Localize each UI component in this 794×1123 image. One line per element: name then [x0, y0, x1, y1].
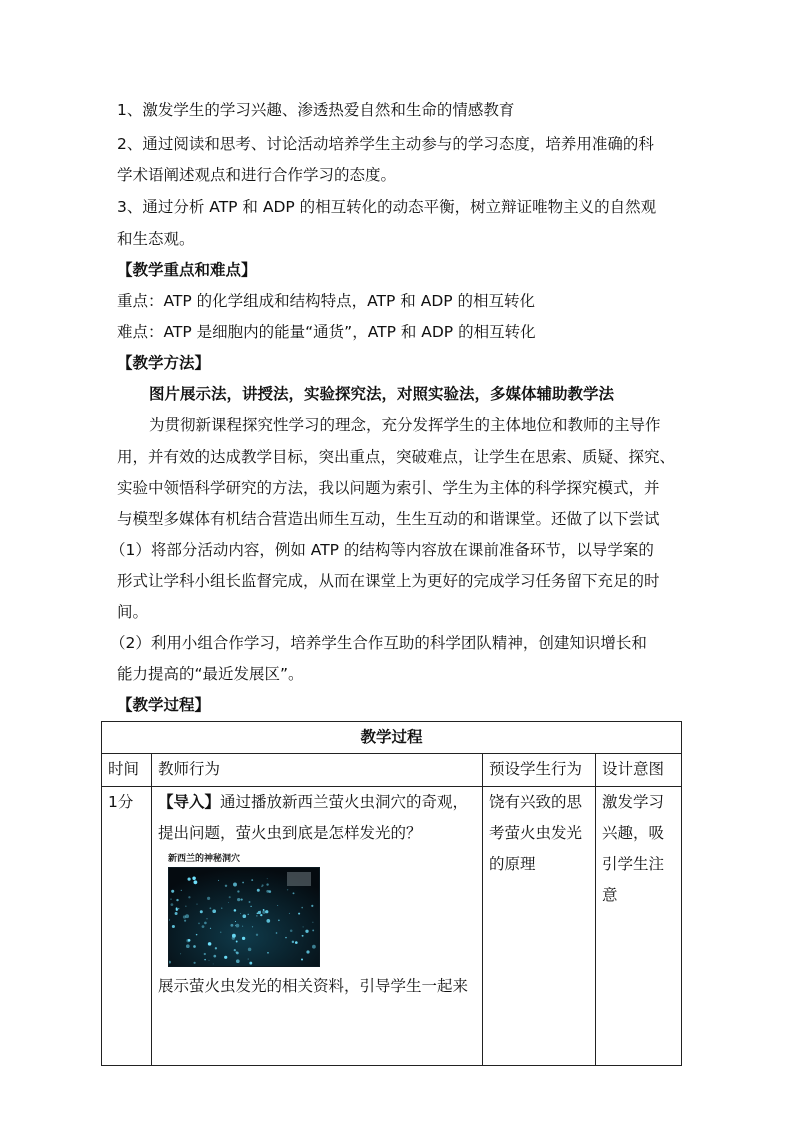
- glow-dot: [184, 920, 186, 922]
- glow-dot: [301, 958, 303, 960]
- glow-dot: [220, 932, 221, 933]
- glow-dot: [261, 886, 262, 887]
- student-line-2: 考萤火虫发光: [489, 824, 583, 842]
- glow-dot: [176, 899, 178, 901]
- methods-heading: 【教学方法】: [117, 354, 211, 372]
- glow-dot: [213, 955, 216, 958]
- student-line-3: 的原理: [489, 855, 536, 873]
- glow-dot: [260, 910, 261, 911]
- glow-dot: [262, 910, 266, 914]
- glow-dot: [293, 892, 295, 894]
- glow-dot: [206, 918, 207, 919]
- glow-dot: [202, 925, 205, 928]
- glow-dot: [181, 890, 182, 891]
- glow-dot: [292, 941, 294, 943]
- glow-dot: [171, 890, 174, 893]
- glow-dot: [257, 889, 260, 892]
- glow-dot: [218, 880, 219, 881]
- glow-dot: [250, 906, 251, 907]
- glow-dot: [249, 901, 251, 903]
- glow-dot: [183, 915, 186, 918]
- glow-dot: [209, 907, 211, 909]
- glow-dot: [204, 922, 207, 925]
- glowworm-lights: [169, 868, 319, 966]
- glow-dot: [210, 928, 211, 929]
- cave-photo: [168, 853, 318, 967]
- glow-dot: [171, 903, 174, 906]
- glow-dot: [266, 883, 268, 885]
- methods-paragraph-line-3: 实验中领悟科学研究的方法，我以问题为索引、学生为主体的科学探究模式，并: [117, 479, 660, 497]
- glow-dot: [225, 885, 227, 887]
- process-heading: 【教学过程】: [117, 696, 211, 714]
- glow-dot: [185, 906, 186, 907]
- glow-dot: [235, 951, 237, 953]
- glow-dot: [192, 877, 196, 881]
- teacher-text-1: 通过播放新西兰萤火虫洞穴的奇观，: [220, 793, 469, 811]
- intent-line-4: 意: [602, 886, 618, 904]
- glow-dot: [298, 913, 300, 915]
- row-design-intent: [596, 787, 682, 1066]
- intent-line-2: 兴趣，吸: [602, 824, 665, 842]
- intent-line-3: 引学生注: [602, 855, 665, 873]
- goal-line-2b: 学术语阐述观点和进行合作学习的态度。: [117, 166, 397, 184]
- glow-dot: [242, 882, 244, 884]
- glow-dot: [285, 937, 286, 938]
- glow-dot: [312, 929, 314, 931]
- intro-tag: 【导入】: [158, 793, 221, 811]
- methods-item-2a: （2）利用小组合作学习，培养学生合作互助的科学团队精神，创建知识增长和: [110, 634, 647, 652]
- table-row: [102, 787, 682, 1066]
- glow-dot: [260, 914, 262, 916]
- glow-dot: [198, 923, 200, 925]
- glowworm-cave-image: [168, 867, 320, 967]
- intent-line-1: 激发学习: [602, 793, 665, 811]
- glow-dot: [306, 950, 309, 953]
- methods-summary: 图片展示法，讲授法，实验探究法，对照实验法，多媒体辅助教学法: [149, 385, 615, 403]
- glow-dot: [194, 881, 195, 882]
- glow-dot: [176, 907, 178, 909]
- glow-dot: [229, 896, 231, 898]
- glow-dot: [305, 930, 308, 933]
- glow-dot: [256, 934, 258, 936]
- methods-paragraph-line-2: 用，并有效的达成教学目标，突出重点，突破难点，让学生在思索、质疑、探究、: [117, 448, 676, 466]
- glow-dot: [242, 937, 245, 940]
- glow-dot: [234, 909, 237, 912]
- glow-dot: [172, 925, 175, 928]
- glow-dot: [237, 898, 240, 901]
- glow-dot: [200, 910, 203, 913]
- glow-dot: [233, 883, 237, 887]
- glow-dot: [290, 930, 293, 933]
- glow-dot: [175, 912, 178, 915]
- methods-item-1a: （1）将部分活动内容，例如 ATP 的结构等内容放在课前准备环节，以导学案的: [110, 541, 654, 559]
- column-header-teacher: 教师行为: [152, 754, 483, 787]
- glow-dot: [235, 921, 236, 922]
- glow-dot: [266, 890, 269, 893]
- glow-dot: [193, 962, 195, 964]
- glow-dot: [287, 889, 288, 890]
- methods-paragraph-line-1: 为贯彻新课程探究性学习的理念，充分发挥学生的主体地位和教师的主导作: [149, 416, 661, 434]
- glow-dot: [267, 878, 268, 879]
- glow-dot: [248, 959, 249, 960]
- methods-item-1b: 形式让学科小组长监督完成，从而在课堂上为更好的完成学习任务留下充足的时: [117, 572, 660, 590]
- glow-dot: [301, 907, 303, 909]
- glow-dot: [197, 904, 198, 905]
- row-student-behavior: [483, 787, 596, 1066]
- glow-dot: [311, 905, 313, 907]
- column-header-time: 时间: [102, 754, 152, 787]
- glow-dot: [208, 942, 212, 946]
- glow-dot: [235, 925, 236, 926]
- teacher-text-2: 提出问题，萤火虫到底是怎样发光的？: [158, 824, 422, 842]
- glow-dot: [213, 963, 214, 964]
- column-header-student: 预设学生行为: [483, 754, 596, 787]
- glow-dot: [212, 909, 216, 913]
- glow-dot: [242, 926, 243, 927]
- row-time: 1分: [102, 787, 152, 1066]
- glow-dot: [234, 949, 236, 951]
- glow-dot: [251, 879, 253, 881]
- column-header-intent: 设计意图: [596, 754, 682, 787]
- glow-dot: [248, 914, 249, 915]
- glow-dot: [193, 945, 196, 948]
- glow-dot: [230, 924, 233, 927]
- glow-dot: [241, 899, 243, 901]
- methods-paragraph-line-4: 与模型多媒体有机结合营造出师生互动，生生互动的和谐课堂。还做了以下尝试: [117, 510, 660, 528]
- row-teacher-behavior: [152, 787, 483, 1066]
- table-title: 教学过程: [102, 722, 682, 754]
- glow-dot: [312, 922, 313, 923]
- glow-dot: [236, 941, 238, 943]
- teaching-process-table: [101, 721, 682, 1066]
- glow-dot: [209, 960, 210, 961]
- teacher-text-3: 展示萤火虫发光的相关资料，引导学生一起来: [158, 977, 469, 995]
- glow-dot: [249, 962, 252, 965]
- glow-dot: [186, 944, 190, 948]
- methods-item-1c: 间。: [117, 603, 149, 621]
- glow-dot: [236, 924, 240, 928]
- glow-dot: [267, 952, 269, 954]
- key-point-focus: 重点：ATP 的化学组成和结构特点，ATP 和 ADP 的相互转化: [117, 292, 536, 310]
- glow-dot: [295, 941, 298, 944]
- glow-dot: [252, 926, 253, 927]
- glow-dot: [312, 945, 316, 949]
- glow-dot: [196, 934, 198, 936]
- student-line-1: 饶有兴致的思: [489, 793, 583, 811]
- glow-dot: [242, 914, 246, 918]
- glow-dot: [256, 915, 257, 916]
- glow-dot: [228, 902, 229, 903]
- glow-dot: [221, 908, 222, 909]
- methods-item-2b: 能力提高的“最近发展区”。: [117, 665, 304, 683]
- glow-dot: [237, 890, 239, 892]
- glow-dot: [188, 896, 190, 898]
- glow-dot: [232, 937, 235, 940]
- glow-dot: [215, 947, 217, 949]
- glow-dot: [207, 897, 210, 900]
- glow-dot: [276, 932, 278, 934]
- glow-dot: [236, 959, 240, 963]
- goal-line-3a: 3、通过分析 ATP 和 ADP 的相互转化的动态平衡，树立辩证唯物主义的自然观: [117, 198, 657, 216]
- glow-dot: [178, 908, 180, 910]
- key-point-difficulty: 难点：ATP 是细胞内的能量“通货”，ATP 和 ADP 的相互转化: [117, 323, 536, 341]
- glow-dot: [170, 899, 171, 900]
- glow-dot: [240, 913, 241, 914]
- glow-dot: [248, 948, 252, 952]
- glow-dot: [266, 919, 270, 923]
- key-points-heading: 【教学重点和难点】: [117, 261, 257, 279]
- cave-photo-caption: 新西兰的神秘洞穴: [168, 854, 241, 864]
- glow-dot: [180, 953, 181, 954]
- glow-dot: [224, 956, 227, 959]
- glow-dot: [289, 913, 290, 914]
- goal-line-3b: 和生态观。: [117, 230, 195, 248]
- glow-dot: [188, 878, 191, 881]
- glow-dot: [188, 939, 191, 942]
- glow-dot: [204, 959, 206, 961]
- glow-dot: [204, 953, 206, 955]
- glow-dot: [278, 920, 280, 922]
- goal-line-1: 1、激发学生的学习兴趣、渗透热爱自然和生命的情感教育: [117, 101, 515, 119]
- glow-dot: [302, 935, 304, 937]
- glow-dot: [277, 905, 278, 906]
- glow-dot: [303, 926, 304, 927]
- goal-line-2a: 2、通过阅读和思考、讨论活动培养学生主动参与的学习态度，培养用准确的科: [117, 135, 654, 153]
